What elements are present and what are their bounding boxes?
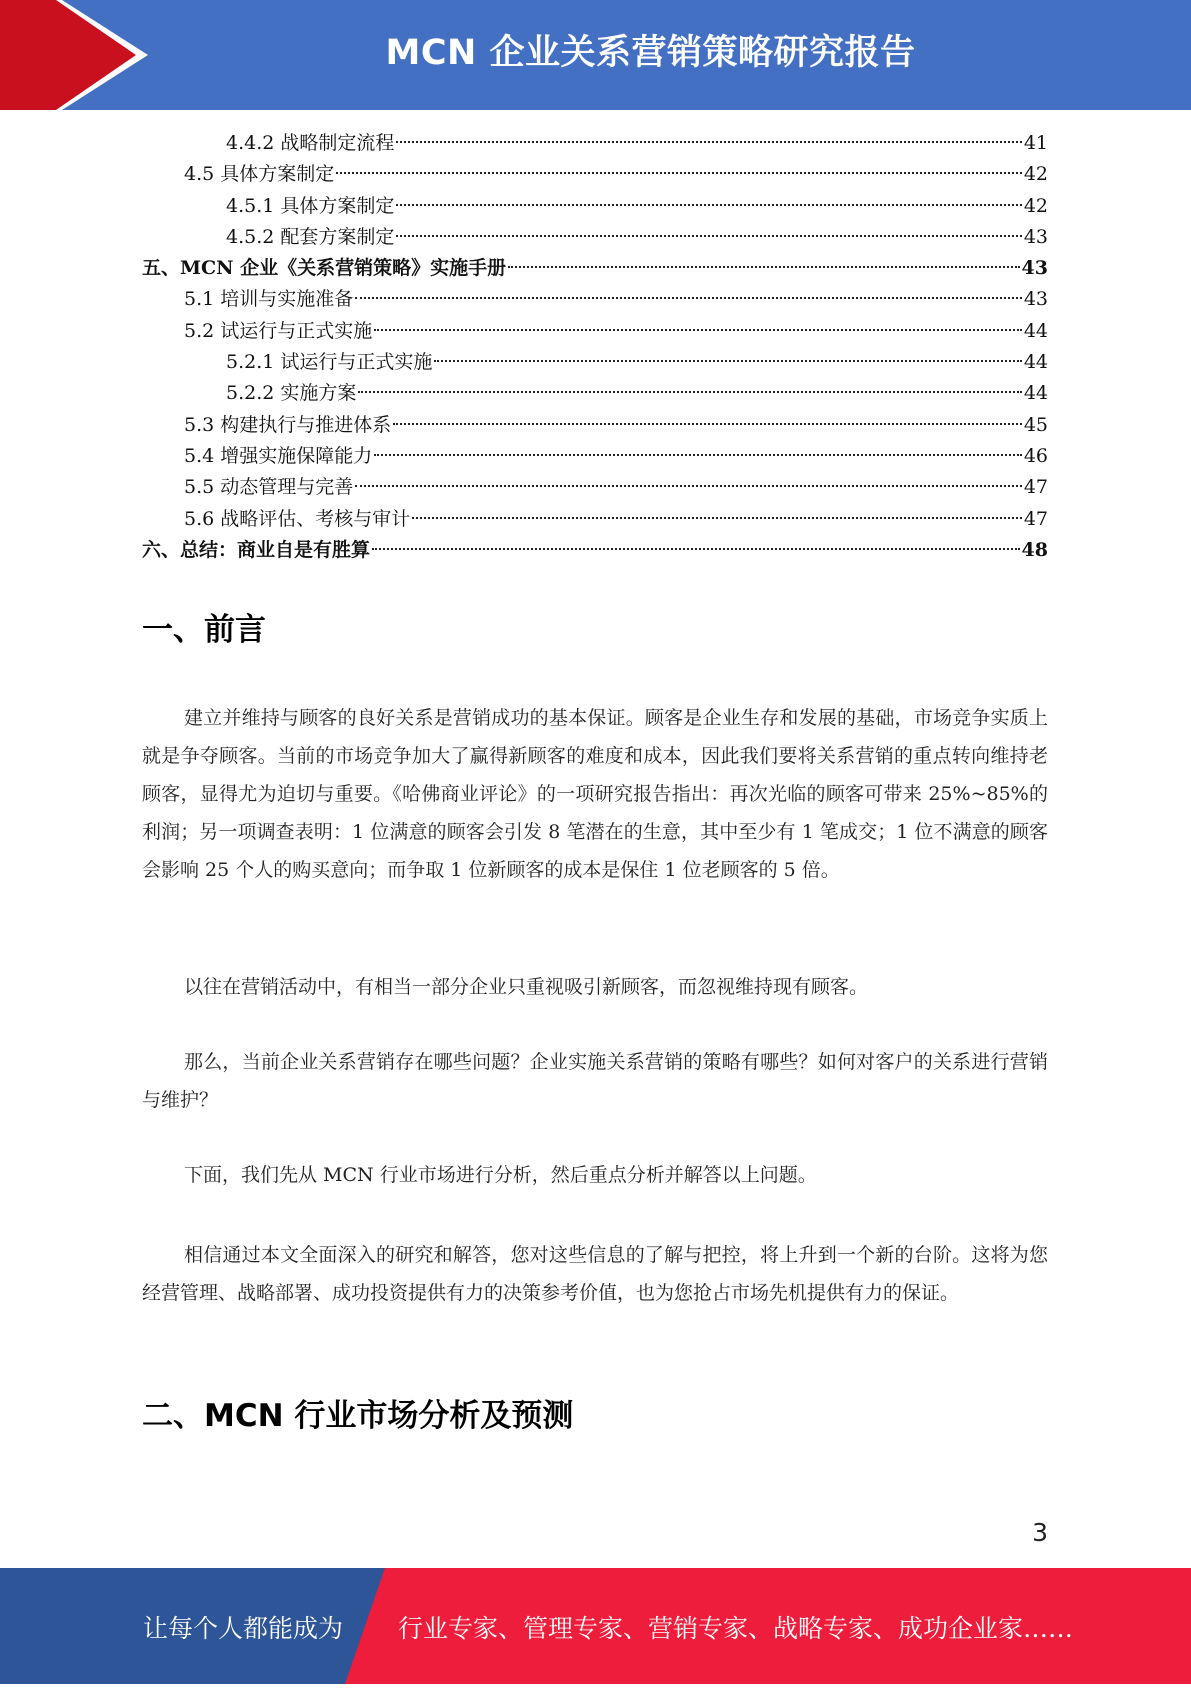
paragraph: 以往在营销活动中，有相当一部分企业只重视吸引新顾客，而忽视维持现有顾客。: [184, 976, 869, 998]
toc-entry-page: 44: [1023, 319, 1048, 342]
page-footer: [0, 1568, 1191, 1684]
toc-entry[interactable]: [142, 284, 1048, 315]
toc-leader-dots: [374, 454, 1022, 456]
toc-entry-page: 44: [1023, 382, 1048, 405]
toc-entry-title: 4.5.1 具体方案制定: [226, 194, 395, 217]
toc-entry-page: 43: [1023, 225, 1048, 248]
toc-entry-title: 5.2 试运行与正式实施: [184, 319, 373, 342]
toc-entry[interactable]: [142, 222, 1048, 253]
toc-entry[interactable]: [142, 159, 1048, 190]
page-number: 3: [1032, 1518, 1048, 1547]
paragraph: 下面，我们先从 MCN 行业市场进行分析，然后重点分析并解答以上问题。: [184, 1164, 817, 1186]
toc-entry-title: 5.2.2 实施方案: [226, 382, 357, 405]
toc-leader-dots: [396, 235, 1021, 237]
toc-entry-title: 五、MCN 企业《关系营销策略》实施手册: [142, 257, 507, 280]
toc-entry-page: 41: [1023, 132, 1048, 154]
toc-entry-title: 5.4 增强实施保障能力: [184, 444, 373, 467]
toc-entry-title: 5.6 战略评估、考核与审计: [184, 507, 411, 530]
toc-leader-dots: [508, 266, 1019, 268]
toc-entry-page: 48: [1021, 538, 1048, 561]
paragraph: 相信通过本文全面深入的研究和解答，您对这些信息的了解与把控，将上升到一个新的台阶。这将为您经营管理、战略部署、成功投资提供有力的决策参考价值，也为您抢占市场先机提供有力的保证。: [142, 1244, 1048, 1304]
toc-entry-title: 5.2.1 试运行与正式实施: [226, 351, 433, 374]
toc-leader-dots: [434, 360, 1021, 362]
toc-entry[interactable]: [142, 347, 1048, 378]
toc-leader-dots: [355, 297, 1022, 299]
toc-entry-page: 47: [1023, 476, 1048, 499]
paragraph: 建立并维持与顾客的良好关系是营销成功的基本保证。顾客是企业生存和发展的基础，市场竞争实质上就是争夺顾客。当前的市场竞争加大了赢得新顾客的难度和成本，因此我们要将关系营销的重点转向维持老顾客，显得尤为迫切与重要。《哈佛商业评论》的一项研究报告指出：再次光临的顾客可带来 25%~85%的利润；另一项调查表明：1 位满意的顾客会引发 8 笔潜在的生意，其中至少有 1 笔成交；1 位不满意的顾客会影响 25 个人的购买意向；而争取 1 位新顾客的成本是保住 1 位老顾客的 5 倍。: [142, 707, 1048, 881]
section-heading-market-analysis: 二、MCN 行业市场分析及预测: [142, 1398, 574, 1434]
toc-entry[interactable]: [142, 535, 1048, 566]
toc-entry-page: 46: [1023, 444, 1048, 467]
toc-leader-dots: [355, 485, 1022, 487]
toc-entry[interactable]: [142, 504, 1048, 535]
toc-leader-dots: [396, 141, 1021, 143]
toc-entry-page: 43: [1021, 257, 1048, 280]
toc-entry[interactable]: [142, 253, 1048, 284]
toc-entry-title: 4.4.2 战略制定流程: [226, 132, 395, 154]
toc-leader-dots: [358, 391, 1021, 393]
toc-entry-page: 44: [1023, 351, 1048, 374]
toc-entry[interactable]: [142, 441, 1048, 472]
toc-leader-dots: [336, 172, 1022, 174]
toc-leader-dots: [374, 329, 1022, 331]
page-header: [0, 0, 1191, 110]
toc-leader-dots: [396, 204, 1021, 206]
footer-slogan-left: 让每个人都能成为: [143, 1614, 344, 1643]
toc-entry-title: 4.5.2 配套方案制定: [226, 225, 395, 248]
toc-entry[interactable]: [142, 410, 1048, 441]
toc-entry[interactable]: [142, 472, 1048, 503]
section-heading-preface: 一、前言: [142, 612, 266, 648]
toc-entry[interactable]: [142, 378, 1048, 409]
toc-entry[interactable]: [142, 316, 1048, 347]
toc-entry-page: 42: [1023, 194, 1048, 217]
toc-entry[interactable]: [142, 191, 1048, 222]
toc-entry-page: 42: [1023, 163, 1048, 186]
toc-entry-title: 六、总结：商业自是有胜算: [142, 538, 371, 561]
toc-leader-dots: [393, 423, 1022, 425]
report-title: MCN 企业关系营销策略研究报告: [385, 33, 916, 73]
toc-entry-page: 43: [1023, 288, 1048, 311]
footer-slogan-right: 行业专家、管理专家、营销专家、战略专家、成功企业家……: [398, 1614, 1074, 1643]
toc-entry[interactable]: [142, 128, 1048, 159]
toc-leader-dots: [412, 517, 1022, 519]
toc-entry-page: 45: [1023, 413, 1048, 436]
toc-entry-title: 5.3 构建执行与推进体系: [184, 413, 392, 436]
table-of-contents: [142, 128, 1048, 566]
toc-entry-title: 5.5 动态管理与完善: [184, 476, 354, 499]
toc-entry-title: 4.5 具体方案制定: [184, 163, 335, 186]
toc-entry-page: 47: [1023, 507, 1048, 530]
paragraph: 那么，当前企业关系营销存在哪些问题？企业实施关系营销的策略有哪些？如何对客户的关系进行营销与维护？: [142, 1051, 1048, 1111]
toc-entry-title: 5.1 培训与实施准备: [184, 288, 354, 311]
toc-leader-dots: [372, 548, 1020, 550]
